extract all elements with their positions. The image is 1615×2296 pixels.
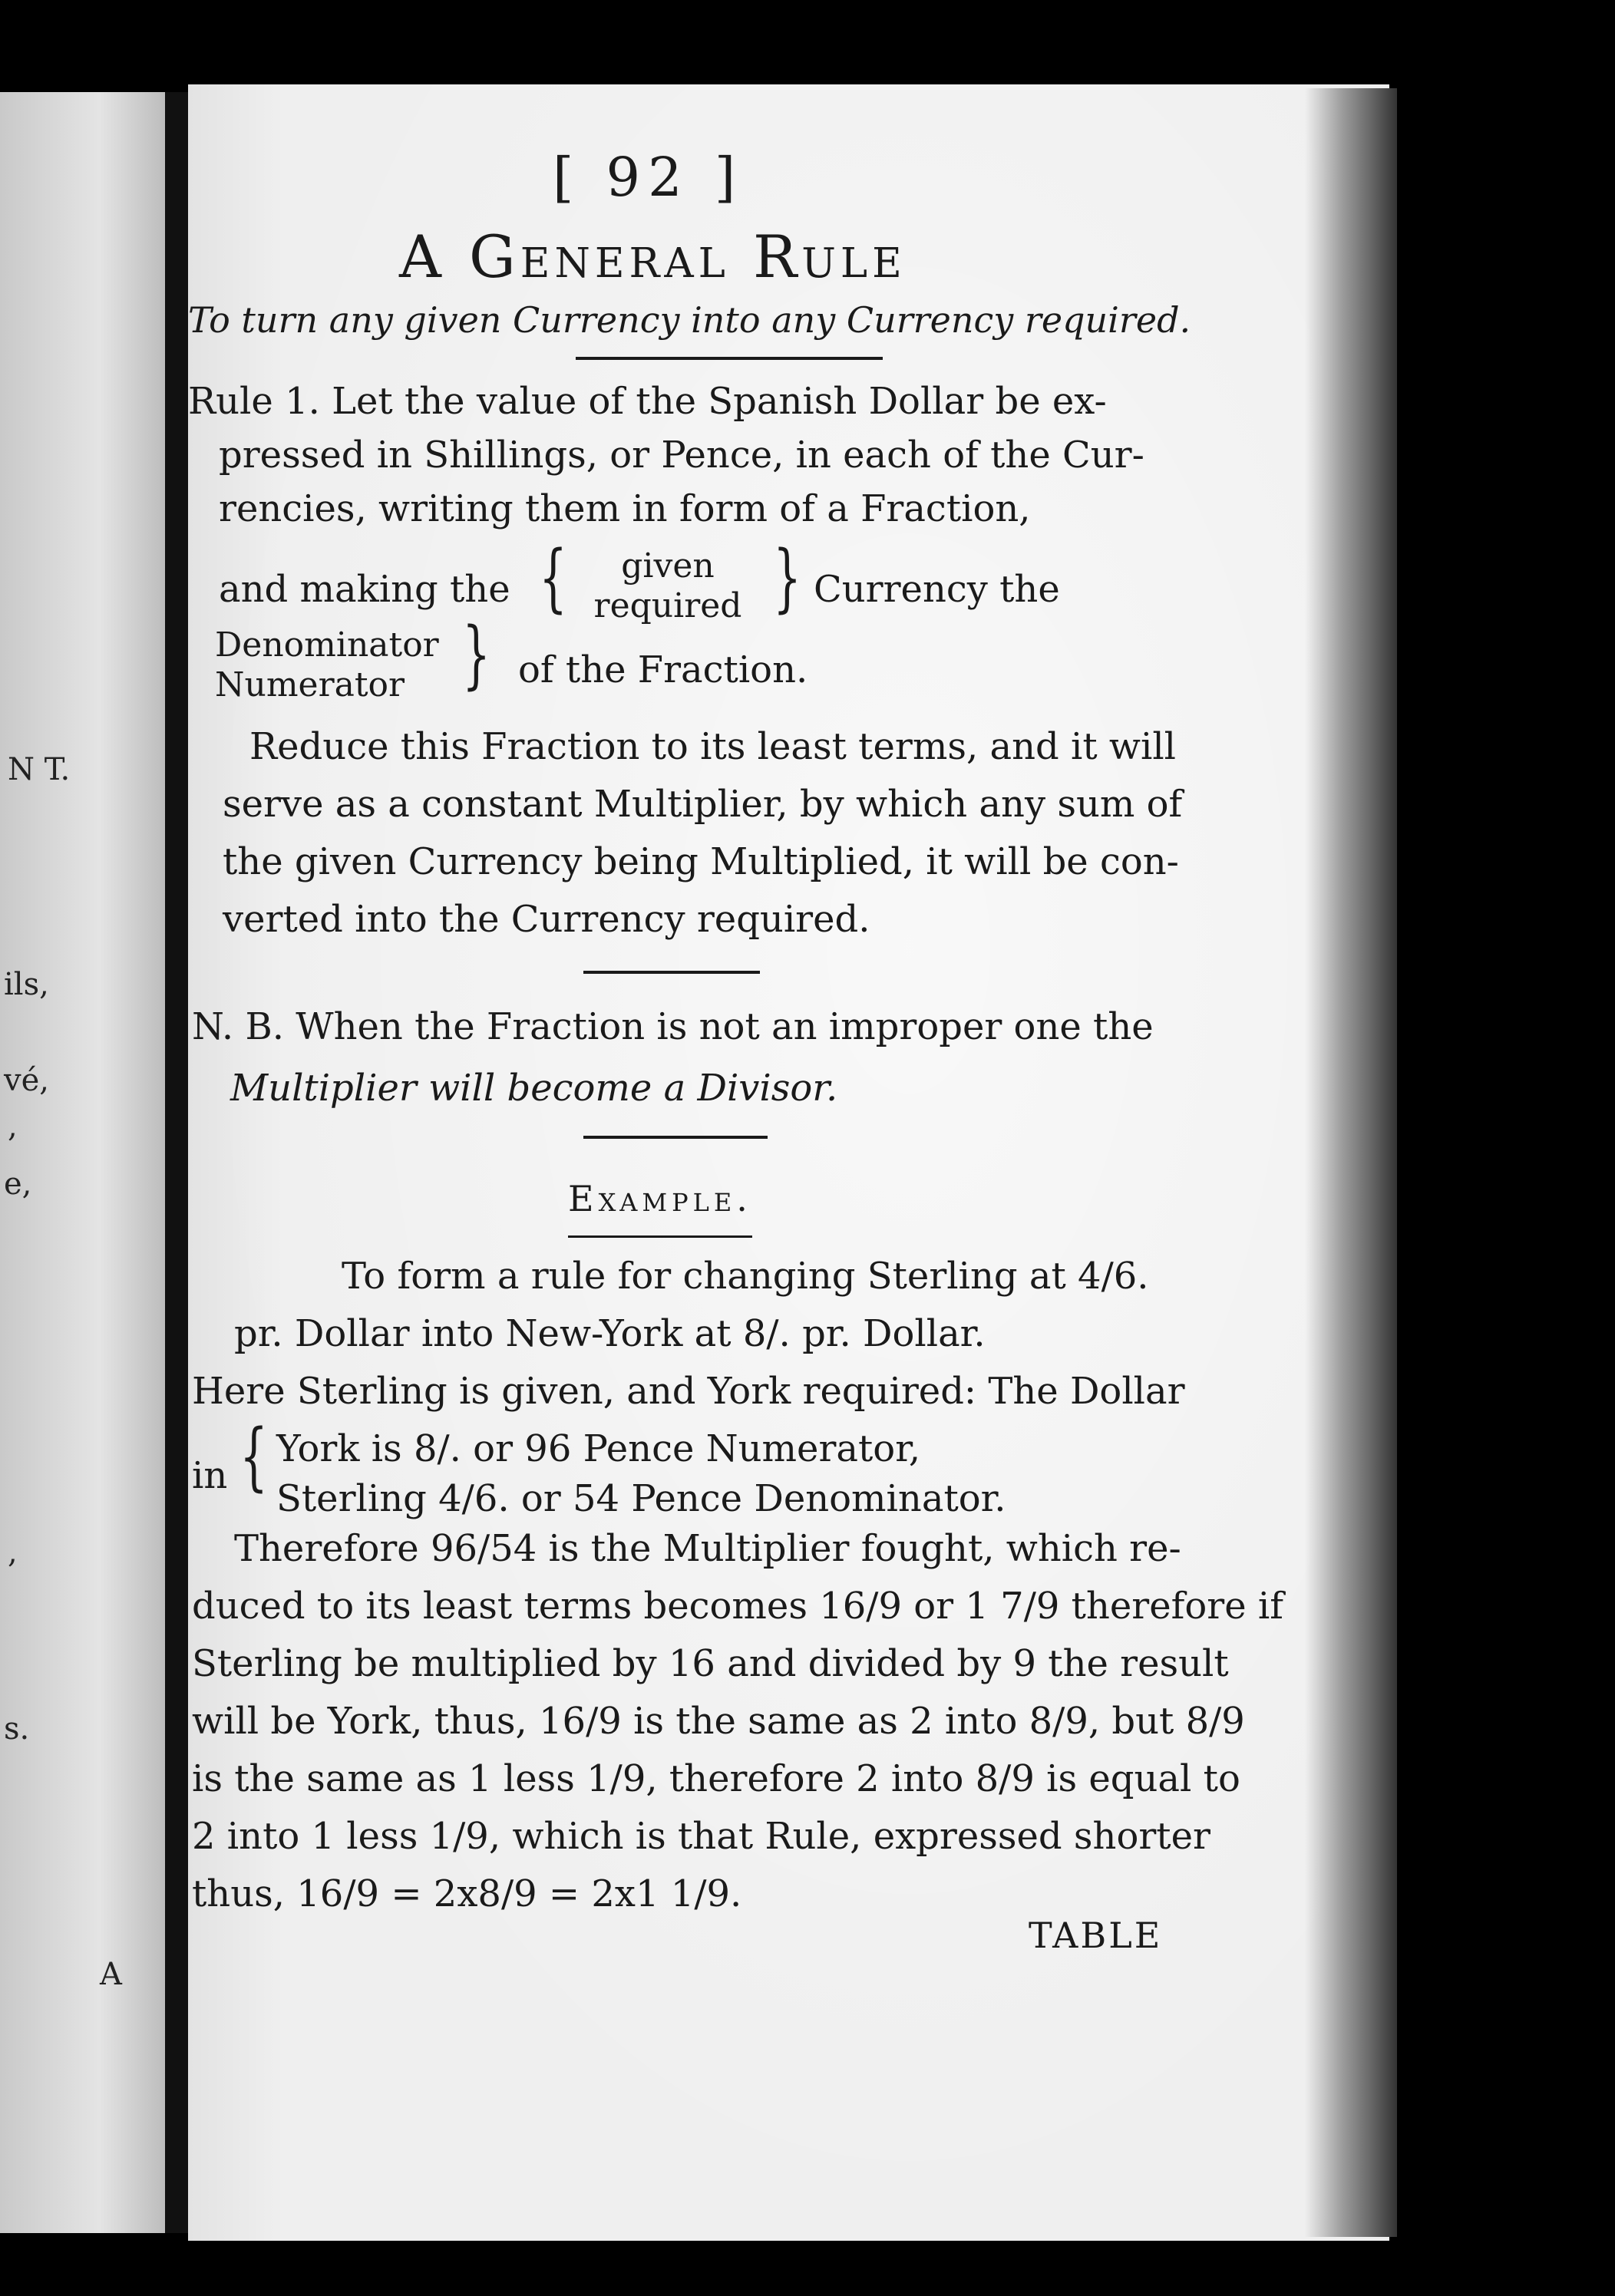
example-heading: Example.	[568, 1178, 752, 1219]
of-fraction: of the Fraction.	[518, 648, 808, 691]
york-line: York is 8/. or 96 Pence Numerator,	[276, 1427, 921, 1470]
right-brace: }	[773, 535, 801, 621]
numerator-word: Numerator	[215, 665, 405, 704]
page-number: [ 92 ]	[553, 146, 744, 209]
reduce-line: verted into the Currency required.	[223, 898, 870, 941]
calc-line: thus, 16/9 = 2x8/9 = 2x1 1/9.	[192, 1872, 742, 1915]
book-spine	[165, 92, 188, 2233]
example-line: pr. Dollar into New-York at 8/. pr. Dollar.	[234, 1312, 986, 1355]
calc-line: Sterling be multiplied by 16 and divided by 9 the result	[192, 1642, 1229, 1685]
left-fragment: e,	[4, 1166, 32, 1202]
making-prefix: and making the	[219, 568, 510, 611]
page-edge-shadow	[1305, 88, 1397, 2237]
divider-rule	[576, 357, 883, 360]
note-line: N. B. When the Fraction is not an improper one the	[192, 1005, 1154, 1048]
subtitle: To turn any given Currency into any Currency required.	[188, 299, 1191, 341]
calc-line: is the same as 1 less 1/9, therefore 2 into 8/9 is equal to	[192, 1757, 1240, 1800]
calc-line: duced to its least terms becomes 16/9 or 1 7/9 therefore if	[192, 1585, 1284, 1628]
note-line: Multiplier will become a Divisor.	[230, 1067, 838, 1110]
left-fragment: ils,	[4, 967, 49, 1002]
reduce-line: Reduce this Fraction to its least terms, and it will	[249, 725, 1177, 768]
left-fragment: N T.	[8, 752, 71, 787]
right-brace: }	[462, 612, 490, 698]
denominator-word: Denominator	[215, 625, 439, 665]
example-line: To form a rule for changing Sterling at 4/6.	[342, 1255, 1149, 1298]
divider-rule	[583, 971, 760, 974]
left-fragment: ,	[8, 1109, 18, 1144]
calc-line: Therefore 96/54 is the Multiplier fought, which re-	[234, 1527, 1181, 1570]
left-fragment: A	[100, 1957, 122, 1992]
given-required-stack	[572, 546, 764, 626]
calc-line: will be York, thus, 16/9 is the same as 2 into 8/9, but 8/9	[192, 1700, 1245, 1743]
denom-numer-stack	[215, 625, 461, 705]
page-title: A General Rule	[399, 223, 907, 291]
reduce-line: serve as a constant Multiplier, by which any sum of	[223, 783, 1183, 826]
given-word: given	[621, 546, 715, 586]
catchword: TABLE	[1029, 1915, 1163, 1956]
rule-line: pressed in Shillings, or Pence, in each of the Cur-	[219, 434, 1144, 477]
left-fragment: ,	[8, 1535, 18, 1570]
required-word: required	[593, 586, 742, 625]
calc-line: 2 into 1 less 1/9, which is that Rule, expressed shorter	[192, 1815, 1210, 1858]
example-line: Here Sterling is given, and York required: The Dollar	[192, 1370, 1185, 1413]
left-fragment: vé,	[4, 1063, 49, 1098]
left-brace: {	[539, 535, 567, 621]
rule-line: rencies, writing them in form of a Fraction,	[219, 487, 1031, 530]
reduce-line: the given Currency being Multiplied, it will be con-	[223, 840, 1179, 883]
rule-line: Rule 1. Let the value of the Spanish Dollar be ex-	[188, 380, 1107, 423]
divider-rule	[583, 1136, 768, 1139]
divider-rule	[568, 1235, 752, 1238]
left-brace: {	[239, 1414, 268, 1499]
in-label: in	[192, 1454, 228, 1497]
making-suffix: Currency the	[814, 568, 1060, 611]
sterling-line: Sterling 4/6. or 54 Pence Denominator.	[276, 1477, 1006, 1520]
left-facing-page	[0, 92, 165, 2233]
left-fragment: s.	[4, 1711, 30, 1747]
